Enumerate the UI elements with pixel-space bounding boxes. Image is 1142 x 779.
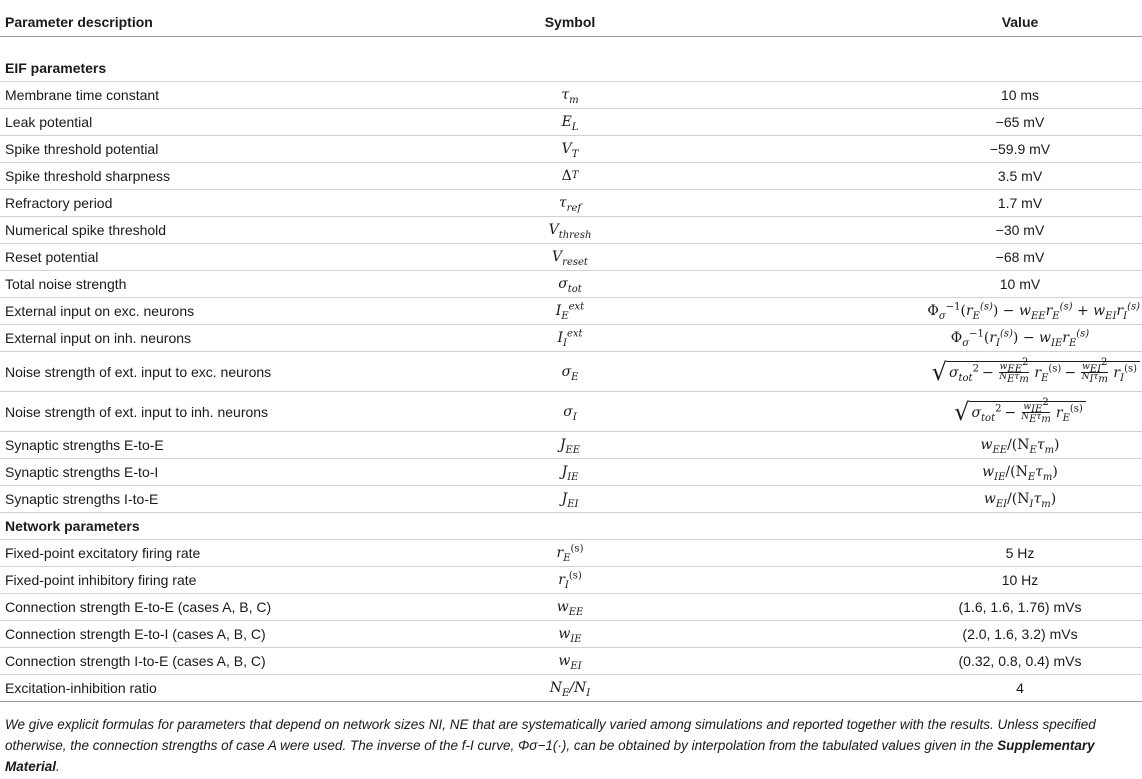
row-description: Fixed-point inhibitory firing rate [5, 572, 197, 588]
table-row [0, 540, 1142, 567]
row-value: (2.0, 1.6, 3.2) mVs [962, 626, 1078, 642]
table-row [0, 217, 1142, 244]
row-value: −65 mV [995, 114, 1045, 130]
row-description: Connection strength E-to-E (cases A, B, C) [5, 599, 272, 615]
table-row [0, 621, 1142, 648]
row-symbol: $\tau_{ref}$ [558, 195, 582, 214]
row-description: Total noise strength [5, 276, 127, 292]
row-description: Excitation-inhibition ratio [5, 680, 157, 696]
table-footnote [5, 714, 1137, 777]
row-value-formula: $\Phi_\sigma^{-1}(r_I^{(s)}) - w_{IE}r_E^{(s)}$ [950, 328, 1090, 349]
table-header-row [0, 8, 1142, 37]
supplementary-material-link[interactable]: Supplementary Material [5, 738, 1095, 774]
table-row [0, 392, 1142, 432]
row-value: 10 Hz [1001, 572, 1039, 588]
row-description: Spike threshold potential [5, 141, 159, 157]
row-description: Membrane time constant [5, 87, 160, 103]
table-row [0, 244, 1142, 271]
table-row [0, 594, 1142, 621]
section-network [0, 513, 1142, 540]
row-symbol: $w_{EE}$ [556, 599, 584, 618]
row-symbol: $w_{IE}$ [558, 626, 582, 645]
row-value-formula: $w_{EE}/(N_E\tau_m)$ [980, 437, 1060, 456]
row-value-formula: √ $\sigma_{tot}^2$ − $\frac{w_{IE}^2}{N_E\tau_m}$ $r_E^{(s)}$ [900, 392, 1140, 431]
row-description: Leak potential [5, 114, 93, 130]
section-eif [0, 55, 1142, 82]
header-value: Value [1001, 14, 1039, 30]
table-row [0, 486, 1142, 513]
row-description: Synaptic strengths I-to-E [5, 491, 159, 507]
row-value-formula: $\Phi_\sigma^{-1}(r_E^{(s)}) - w_{EE}r_E^{(s)} + w_{EI}r_I^{(s)}$ [927, 301, 1140, 322]
row-description: Noise strength of ext. input to exc. neurons [5, 363, 272, 380]
table-row [0, 298, 1142, 325]
footnote-end: . [56, 759, 60, 774]
row-value: −68 mV [995, 249, 1045, 265]
row-value-formula: √ $\sigma_{tot}^2$ − $\frac{w_{EE}^2}{N_E\tau_m}$ $r_E^{(s)}$ − $\frac{w_{EI}^2}{N_I\tau_m}$ $r_I^{(s)}$ [900, 352, 1140, 391]
row-symbol: $w_{EI}$ [558, 653, 582, 672]
row-symbol: $J_{EI}$ [561, 491, 579, 510]
row-description: Refractory period [5, 195, 113, 211]
table-row [0, 136, 1142, 163]
row-description: Noise strength of ext. input to inh. neurons [5, 403, 269, 420]
table-row [0, 567, 1142, 594]
section-title-network: Network parameters [5, 518, 140, 534]
table-row [0, 82, 1142, 109]
row-description: Connection strength I-to-E (cases A, B, C) [5, 653, 266, 669]
row-description: External input on exc. neurons [5, 303, 195, 319]
row-value: 3.5 mV [997, 168, 1043, 184]
row-value: 10 mV [999, 276, 1041, 292]
row-value: −59.9 mV [989, 141, 1051, 157]
row-symbol: Δ T [561, 168, 579, 184]
row-symbol: $I_E^{ext}$ [555, 301, 585, 322]
row-description: Synaptic strengths E-to-E [5, 437, 164, 453]
row-symbol: $J_{EE}$ [559, 437, 581, 456]
row-symbol: $V_{reset}$ [552, 249, 588, 268]
section-title-eif: EIF parameters [5, 60, 107, 76]
row-value: (0.32, 0.8, 0.4) mVs [958, 653, 1082, 669]
row-symbol: $\sigma_E$ [561, 363, 579, 383]
row-value: (1.6, 1.6, 1.76) mVs [958, 599, 1082, 615]
row-symbol: $\sigma_{tot}$ [558, 276, 582, 295]
row-value-formula: $w_{IE}/(N_E\tau_m)$ [982, 464, 1058, 483]
header-symbol: Symbol [544, 14, 596, 30]
row-symbol: $\sigma_I$ [563, 403, 577, 423]
row-description: Connection strength E-to-I (cases A, B, C) [5, 626, 266, 642]
table-row [0, 352, 1142, 392]
table-row [0, 163, 1142, 190]
row-description: Synaptic strengths E-to-I [5, 464, 159, 480]
table-row [0, 432, 1142, 459]
row-description: External input on inh. neurons [5, 330, 192, 346]
row-symbol: $\tau_m$ [561, 87, 579, 106]
footnote-text: We give explicit formulas for parameters that depend on network sizes NI, NE that are systematically varied among simulations and reported together with the results. Unless specified otherwise, the connection strengths of case A were used. The inverse of the f-I curve, Φσ−1(·), can be obtained by interpolation from the tabulated values given in the [5, 717, 1096, 753]
row-symbol: $r_E^{(s)}$ [556, 543, 584, 564]
table-row [0, 459, 1142, 486]
row-description: Spike threshold sharpness [5, 168, 170, 184]
row-description: Fixed-point excitatory firing rate [5, 545, 201, 561]
row-description: Numerical spike threshold [5, 222, 167, 238]
table-row [0, 325, 1142, 352]
row-symbol: $V_T$ [561, 141, 579, 160]
row-symbol: $J_{IE}$ [561, 464, 579, 483]
row-symbol: $N_E/N_I$ [549, 680, 591, 699]
row-value: 1.7 mV [997, 195, 1043, 211]
row-value: 4 [1016, 680, 1024, 696]
table-row [0, 271, 1142, 298]
row-value: 10 ms [1000, 87, 1040, 103]
table-row [0, 675, 1142, 702]
row-symbol: $V_{thresh}$ [548, 222, 592, 241]
header-description: Parameter description [5, 14, 153, 30]
row-symbol: $I_I^{ext}$ [557, 328, 583, 349]
table-row [0, 648, 1142, 675]
row-value: 5 Hz [1005, 545, 1035, 561]
row-description: Reset potential [5, 249, 99, 265]
row-value: −30 mV [995, 222, 1045, 238]
row-symbol: $E_L$ [561, 114, 579, 133]
table-row [0, 190, 1142, 217]
row-symbol: $r_I^{(s)}$ [558, 570, 582, 591]
table-row [0, 109, 1142, 136]
row-value-formula: $w_{EI}/(N_I\tau_m)$ [983, 491, 1057, 510]
